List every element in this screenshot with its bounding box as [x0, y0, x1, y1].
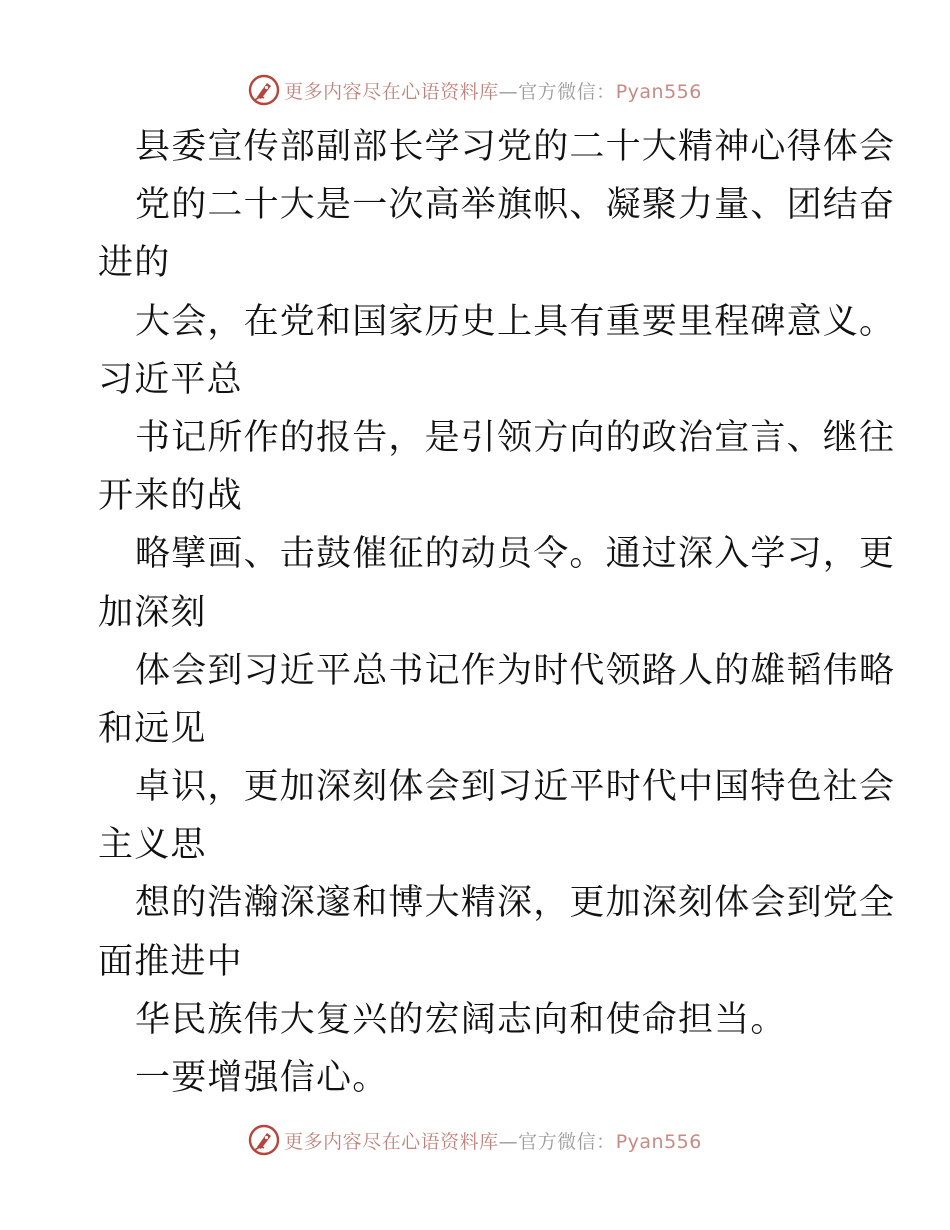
watermark-separator: —	[498, 1130, 519, 1153]
text-line: 进的	[98, 243, 171, 284]
watermark-wechat-label: 官方微信：	[518, 80, 616, 103]
text-line: 书记所作的报告，是引领方向的政治宣言、继往	[135, 417, 896, 458]
watermark-title: 更多内容尽在心语资料库	[284, 1130, 499, 1153]
text-line: 面推进中	[98, 941, 243, 982]
watermark-title: 更多内容尽在心语资料库	[284, 80, 499, 103]
document-body	[98, 118, 896, 1107]
text-line: 一要增强信心。	[135, 1058, 389, 1098]
watermark-text	[284, 1127, 702, 1154]
watermark-wechat-label: 官方微信：	[518, 1130, 616, 1153]
footer-watermark	[0, 1120, 950, 1160]
text-line: 大会，在党和国家历史上具有重要里程碑意义。	[135, 301, 896, 342]
text-line: 加深刻	[98, 592, 207, 633]
watermark-account: Pyan556	[615, 1130, 702, 1153]
pen-nib-circle-icon	[248, 1124, 280, 1156]
text-line: 卓识，更加深刻体会到习近平时代中国特色社会	[135, 767, 896, 808]
text-line: 华民族伟大复兴的宏阔志向和使命担当。	[135, 999, 787, 1040]
document-title: 县委宣传部副部长学习党的二十大精神心得体会	[135, 127, 896, 167]
header-watermark	[0, 70, 950, 110]
text-line: 体会到习近平总书记作为时代领路人的雄韬伟略	[135, 650, 896, 691]
watermark-account: Pyan556	[615, 80, 702, 103]
text-line: 开来的战	[98, 476, 243, 517]
text-line: 想的浩瀚深邃和博大精深，更加深刻体会到党全	[135, 883, 896, 924]
watermark-separator: —	[498, 80, 519, 103]
watermark-text	[284, 77, 702, 104]
text-line: 主义思	[98, 825, 207, 866]
text-line: 习近平总	[98, 359, 243, 400]
text-line: 略擘画、击鼓催征的动员令。通过深入学习，更	[135, 534, 896, 575]
text-line: 和远见	[98, 708, 207, 749]
text-line: 党的二十大是一次高举旗帜、凝聚力量、团结奋	[135, 185, 896, 226]
pen-nib-circle-icon	[248, 74, 280, 106]
